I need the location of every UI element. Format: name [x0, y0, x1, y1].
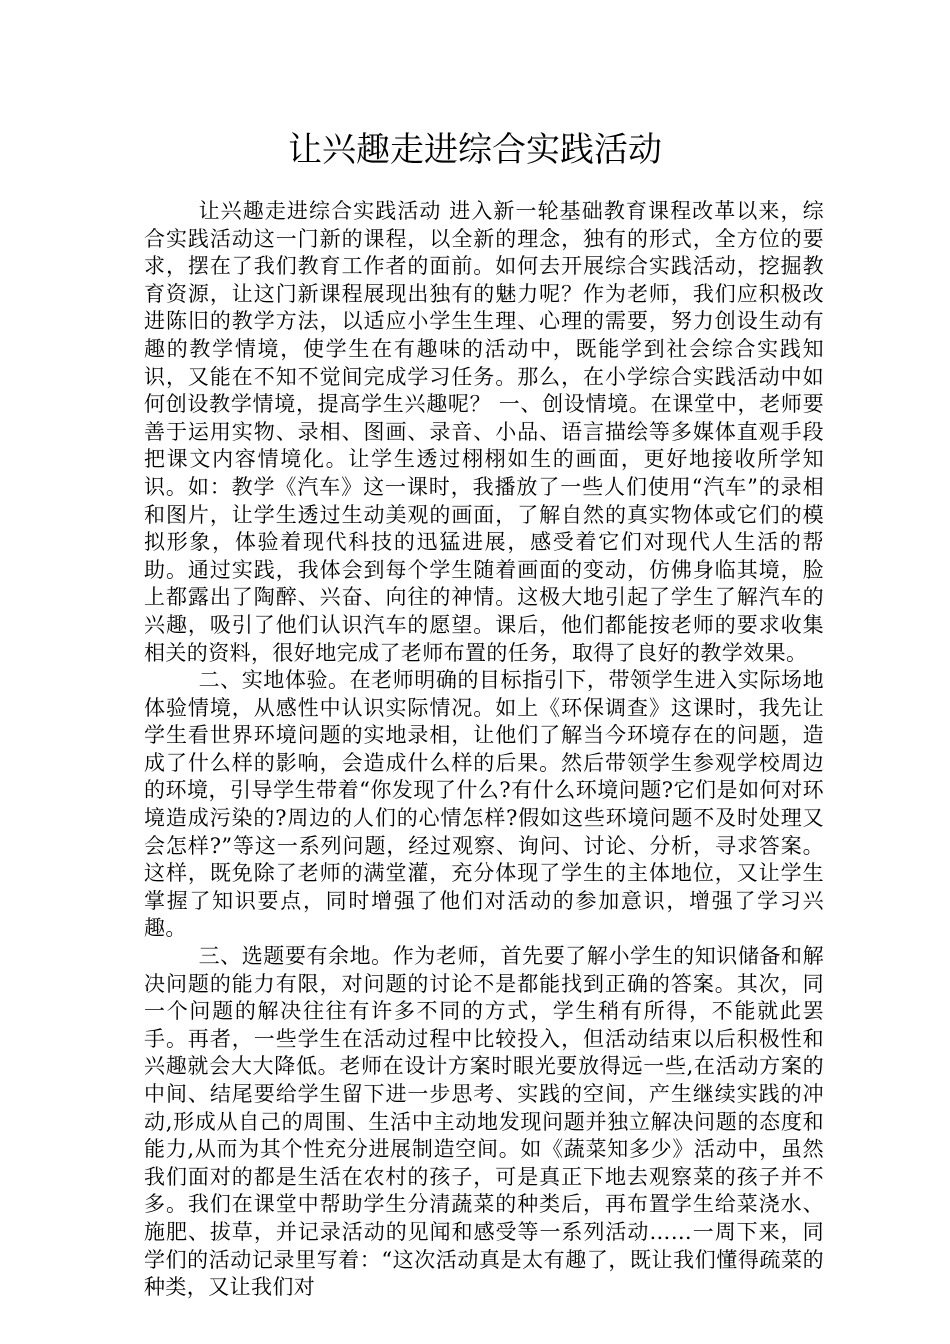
document-body — [144, 198, 824, 1302]
paragraph-intro-and-section-1: 让兴趣走进综合实践活动 进入新一轮基础教育课程改革以来，综合实践活动这一门新的课程，以全新的理念，独有的形式，全方位的要求，摆在了我们教育工作者的面前。如何去开展综合实践活动，挖掘教育资源，让这门新课程展现出独有的魅力呢？作为老师，我们应积极改进陈旧的教学方法，以适应小学生生理、心理的需要，努力创设生动有趣的教学情境，使学生在有趣味的活动中，既能学到社会综合实践知识，又能在不知不觉间完成学习任务。那么，在小学综合实践活动中如何创设教学情境，提高学生兴趣呢？ 一、创设情境。在课堂中，老师要善于运用实物、录相、图画、录音、小品、语言描绘等多媒体直观手段把课文内容情境化。让学生透过栩栩如生的画面，更好地接收所学知识。如：教学《汽车》这一课时，我播放了一些人们使用“汽车”的录相和图片，让学生透过生动美观的画面，了解自然的真实物体或它们的模拟形象，体验着现代科技的迅猛进展，感受着它们对现代人生活的帮助。通过实践，我体会到每个学生随着画面的变动，仿佛身临其境，脸上都露出了陶醉、兴奋、向往的神情。这极大地引起了学生了解汽车的兴趣，吸引了他们认识汽车的愿望。课后，他们都能按老师的要求收集相关的资料，很好地完成了老师布置的任务，取得了良好的教学效果。 — [144, 199, 824, 665]
paragraph-section-2: 二、实地体验。在老师明确的目标指引下，带领学生进入实际场地体验情境，从感性中认识实际情况。如上《环保调查》这课时，我先让学生看世界环境问题的实地录相，让他们了解当今环境存在的问题，造成了什么样的影响，会造成什么样的后果。然后带领学生参观学校周边的环境，引导学生带着“你发现了什么?有什么环境问题?它们是如何对环境造成污染的?周边的人们的心情怎样?假如这些环境问题不及时处理又会怎样?”等这一系列问题，经过观察、询问、讨论、分析，寻求答案。这样，既免除了老师的满堂灌，充分体现了学生的主体地位，又让学生掌握了知识要点，同时增强了他们对活动的参加意识，增强了学习兴趣。 — [144, 668, 824, 941]
paragraph-section-3: 三、选题要有余地。作为老师，首先要了解小学生的知识储备和解决问题的能力有限，对问题的讨论不是都能找到正确的答案。其次，同一个问题的解决往往有许多不同的方式，学生稍有所得，不能就此罢手。再者，一些学生在活动过程中比较投入，但活动结束以后积极性和兴趣就会大大降低。老师在设计方案时眼光要放得远一些,在活动方案的中间、结尾要给学生留下进一步思考、实践的空间，产生继续实践的冲动,形成从自己的周围、生活中主动地发现问题并独立解决问题的态度和能力,从而为其个性充分进展制造空间。如《蔬菜知多少》活动中，虽然我们面对的都是生活在农村的孩子，可是真正下地去观察菜的孩子并不多。我们在课堂中帮助学生分清蔬菜的种类后，再布置学生给菜浇水、施肥、拔草，并记录活动的见闻和感受等一系列活动……一周下来，同学们的活动记录里写着：“这次活动真是太有趣了，既让我们懂得疏菜的种类，又让我们对 — [144, 944, 824, 1300]
document-title: 让兴趣走进综合实践活动 — [288, 130, 662, 170]
